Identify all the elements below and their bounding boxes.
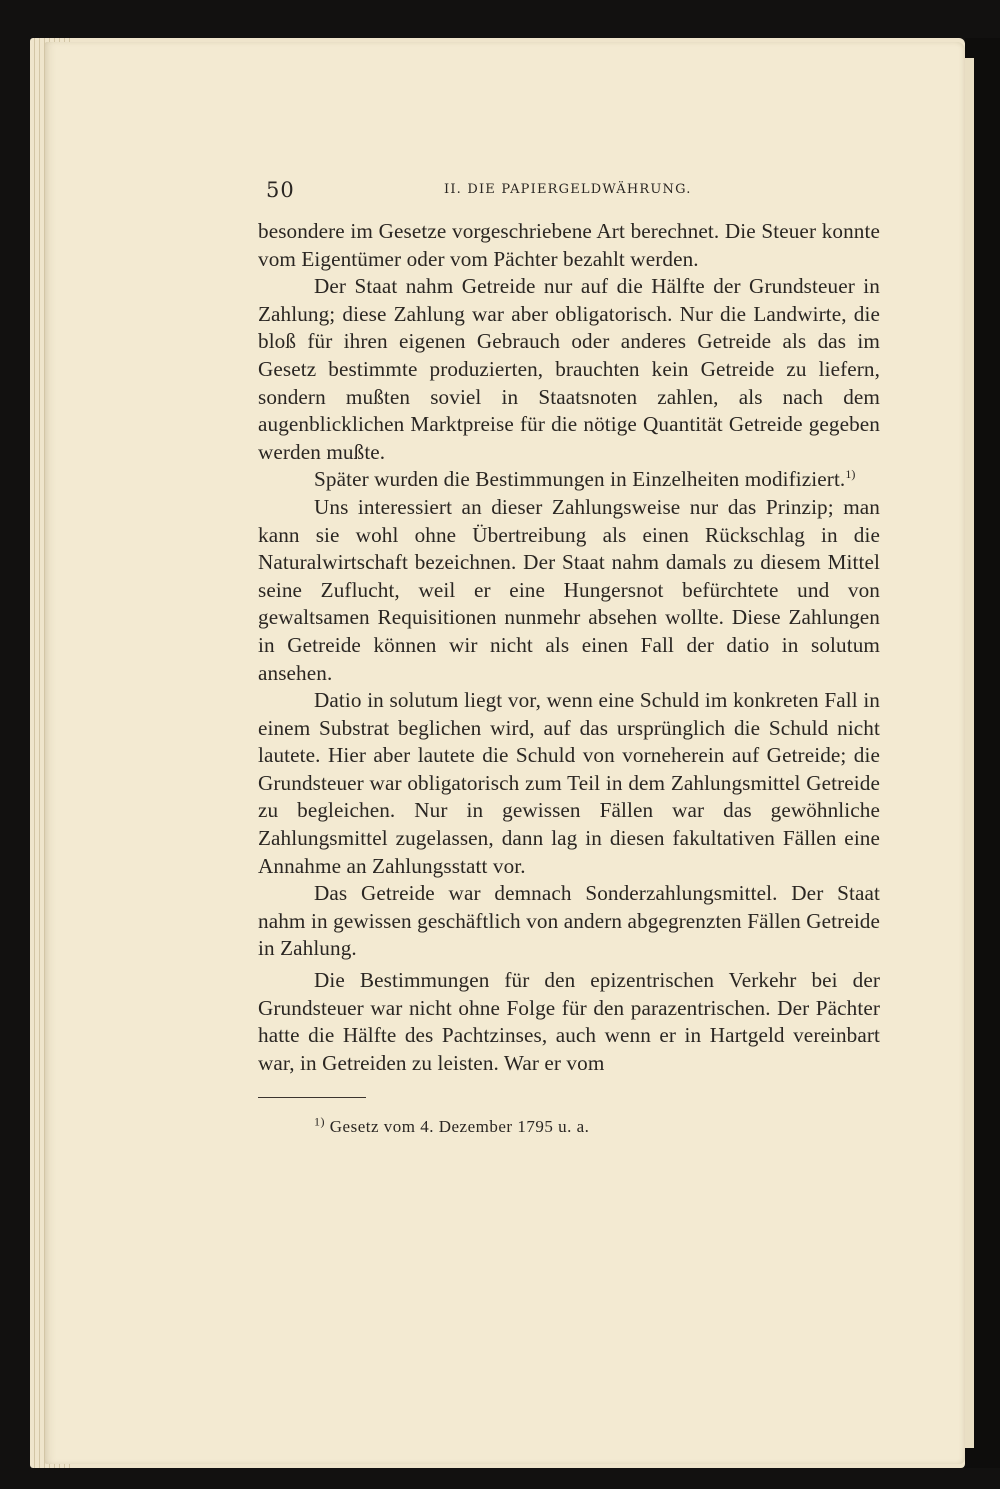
footnote-marker: 1) [314,1114,325,1129]
facing-page-strip [965,38,1000,1468]
page-content [258,178,880,1137]
footnote-divider [258,1097,366,1098]
footnote-text: Gesetz vom 4. Dezember 1795 u. a. [329,1117,590,1137]
paragraph-2: Der Staat nahm Getreide nur auf die Hälfte der Grundsteuer in Zahlung; diese Zahlung war aber obligatorisch. Nur die Landwirte, die bloß für ihren eigenen Gebrauch oder anderes Getreide als das im Gesetz bestimmte produzierten, brauchten kein Getreide zu liefern, sondern mußten soviel in Staatsnoten zahlen, als nach dem augenblicklichen Marktpreise für die nötige Quantität Getreide gegeben werden mußte. [258,274,880,464]
footnote [258,1114,880,1137]
page-header [258,178,880,206]
body-text [258,218,880,1077]
paragraph-6: Das Getreide war demnach Sonderzahlungsmittel. Der Staat nahm in gewissen geschäftlich von andern abgegrenzten Fällen Getreide in Zahlung. [258,881,880,961]
page-number: 50 [266,178,295,202]
paragraph-1: besondere im Gesetze vorgeschriebene Art berechnet. Die Steuer konnte vom Eigentümer oder vom Pächter bezahlt werden. [258,219,880,271]
paragraph-3-text: Später wurden die Bestimmungen in Einzelheiten modifiziert. [314,467,846,492]
paragraph-4: Uns interessiert an dieser Zahlungsweise nur das Prinzip; man kann sie wohl ohne Übertreibung als einen Rückschlag in die Naturalwirtschaft bezeichnen. Der Staat nahm damals zu diesem Mittel seine Zuflucht, weil er eine Hungersnot befürchtete und von gewaltsamen Requisitionen nunmehr absehen wollte. Diese Zahlungen in Getreide können wir nicht als einen Fall der datio in solutum ansehen. [258,494,880,685]
paragraph-3 [258,466,880,494]
paragraph-5: Datio in solutum liegt vor, wenn eine Schuld im konkreten Fall in einem Substrat beglichen wird, auf das ursprünglich die Schuld nicht lautete. Hier aber lautete die Schuld von vorneherein auf Getreide; die Grundsteuer war obligatorisch zum Teil in dem Zahlungsmittel Getreide zu begleichen. Nur in gewissen Fällen war das gewöhnliche Zahlungsmittel zugelassen, dann lag in diesen fakultativen Fällen eine Annahme an Zahlungsstatt vor. [258,688,880,878]
running-title: II. DIE PAPIERGELDWÄHRUNG. [444,182,692,197]
paragraph-7: Die Bestimmungen für den epizentrischen Verkehr bei der Grundsteuer war nicht ohne Folge für den parazentrischen. Der Pächter hatte die Hälfte des Pachtzinses, auch wenn er in Hartgeld vereinbart war, in Getreiden zu leisten. War er vom [258,968,880,1075]
footnote-reference: 1) [845,467,856,482]
